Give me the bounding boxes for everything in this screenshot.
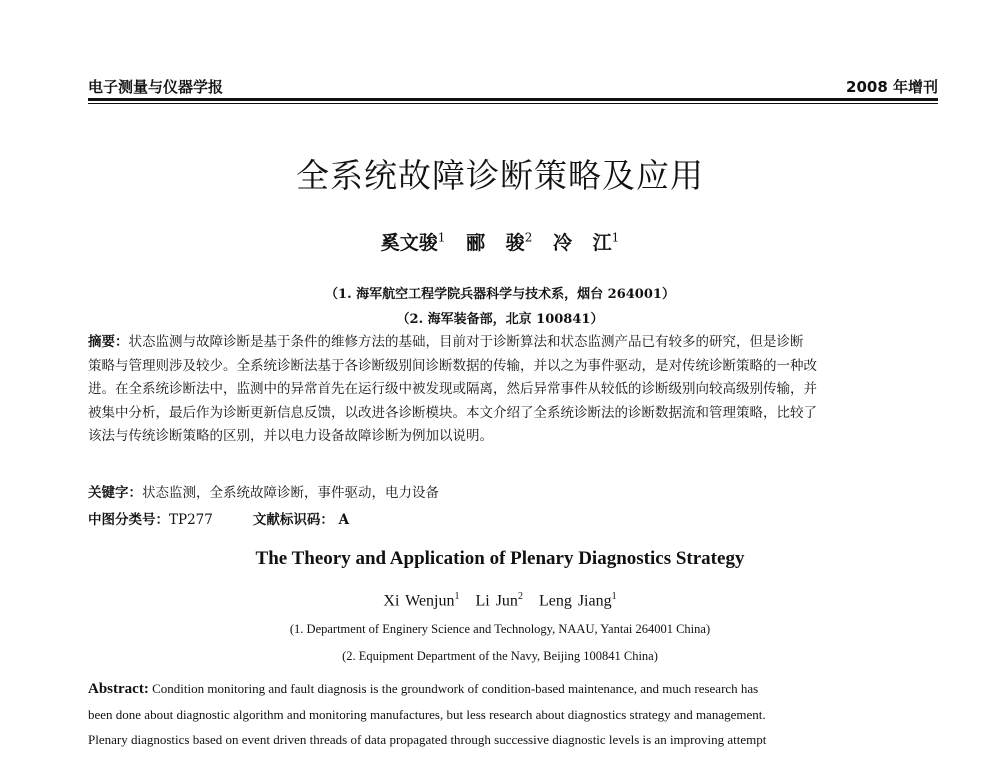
english-affiliation: (1. Department of Enginery Science and Technology, NAAU, Yantai 264001 China) xyxy=(289,622,711,636)
clc-value: TP277 xyxy=(169,512,213,528)
keywords-text: 状态监测，全系统故障诊断，事件驱动，电力设备 xyxy=(142,485,439,501)
header-rule-thin xyxy=(88,103,938,104)
author-affiliation-marker: 1 xyxy=(611,230,620,245)
keywords xyxy=(88,481,938,501)
keywords-label: 关键字： xyxy=(88,485,142,501)
chinese-abstract xyxy=(88,331,938,449)
author-name: 奚文骏 xyxy=(380,232,438,254)
abstract-line: 进。在全系统诊断法中，监测中的异常首先在运行级中被发现或隔离，然后异常事件从较低的诊断级别向较高级别传输，并 xyxy=(88,381,817,397)
abstract-line: been done about diagnostic algorithm and monitoring manufactures, but less research about diagnostics strategy and management. xyxy=(88,707,766,722)
running-header xyxy=(88,76,938,96)
author-name: Li Jun xyxy=(475,592,518,610)
abstract-label: Abstract: xyxy=(88,681,149,697)
clc-label: 中图分类号： xyxy=(88,512,169,528)
author-affiliation-marker: 1 xyxy=(454,591,460,602)
chinese-title: 全系统故障诊断策略及应用 xyxy=(296,156,704,195)
author-affiliation-marker: 1 xyxy=(437,230,446,245)
author-name: Leng Jiang xyxy=(538,592,612,610)
issue-label: 2008 年增刊 xyxy=(846,78,938,96)
english-title: The Theory and Application of Plenary Diagnostics Strategy xyxy=(255,548,745,569)
author-affiliation-marker: 2 xyxy=(524,230,533,245)
english-affiliation: (2. Equipment Department of the Navy, Beijing 100841 China) xyxy=(342,649,658,663)
english-abstract xyxy=(88,676,938,752)
chinese-affiliation: （2. 海军装备部，北京 100841） xyxy=(396,312,604,327)
abstract-label: 摘要： xyxy=(88,334,129,350)
doc-code-value: A xyxy=(338,512,350,528)
doc-code-label: 文献标识码： xyxy=(252,512,334,528)
english-authors xyxy=(0,591,1000,610)
journal-name: 电子测量与仪器学报 xyxy=(88,78,224,96)
abstract-line: 策略与管理则涉及较少。全系统诊断法基于各诊断级别间诊断数据的传输，并以之为事件驱动，是对传统诊断策略的一种改 xyxy=(88,357,817,374)
abstract-line: Plenary diagnostics based on event driven threads of data propagated through successive diagnostic levels is an improving attempt xyxy=(88,732,767,747)
author-affiliation-marker: 2 xyxy=(517,591,523,602)
abstract-text: 状态监测与故障诊断是基于条件的维修方法的基础，目前对于诊断算法和状态监测产品已有较多的研究，但是诊断 xyxy=(128,334,804,350)
header-rule-thick xyxy=(88,98,938,101)
abstract-text: Condition monitoring and fault diagnosis is the groundwork of condition-based maintenance, and much research has xyxy=(152,681,759,696)
author-name: 冷 江 xyxy=(552,232,612,254)
abstract-line: 该法与传统诊断策略的区别，并以电力设备故障诊断为例加以说明。 xyxy=(88,428,493,444)
abstract-line xyxy=(88,676,938,702)
chinese-affiliation: （1. 海军航空工程学院兵器科学与技术系，烟台 264001） xyxy=(325,287,675,302)
author-name: 郦 骏 xyxy=(466,232,525,254)
classification xyxy=(88,508,349,528)
chinese-authors xyxy=(0,228,1000,255)
abstract-line xyxy=(88,331,938,355)
abstract-line: 被集中分析，最后作为诊断更新信息反馈，以改进各诊断模块。本文介绍了全系统诊断法的诊断数据流和管理策略，比较了 xyxy=(88,404,817,421)
author-name: Xi Wenjun xyxy=(383,592,455,610)
author-affiliation-marker: 1 xyxy=(611,591,617,602)
